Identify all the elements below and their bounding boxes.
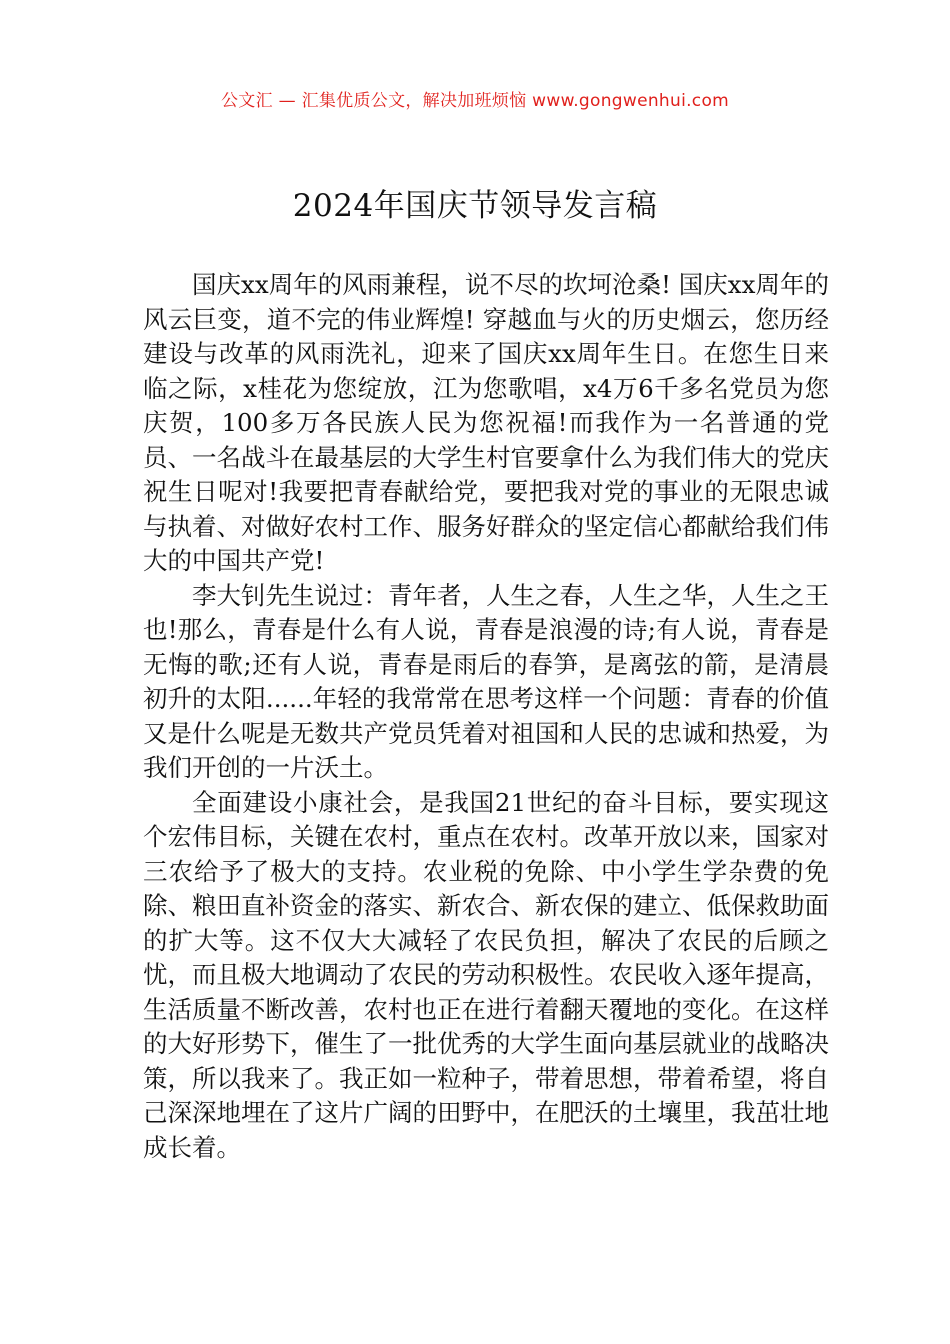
paragraph: 国庆xx周年的风雨兼程，说不尽的坎坷沧桑! 国庆xx周年的风云巨变，道不完的伟业辉煌! 穿越血与火的历史烟云，您历经建设与改革的风雨洗礼，迎来了国庆xx周年生日。在您生日来临之际，x桂花为您绽放，江为您歌唱，x4万6千多名党员为您庆贺，100多万各民族人民为您祝福!而我作为一名普通的党员、一名战斗在最基层的大学生村官要拿什么为我们伟大的党庆祝生日呢对!我要把青春献给党，要把我对党的事业的无限忠诚与执着、对做好农村工作、服务好群众的坚定信心都献给我们伟大的中国共产党!	[143, 270, 829, 575]
paragraph: 全面建设小康社会，是我国21世纪的奋斗目标，要实现这个宏伟目标，关键在农村，重点在农村。改革开放以来，国家对三农给予了极大的支持。农业税的免除、中小学生学杂费的免除、粮田直补资金的落实、新农合、新农保的建立、低保救助面的扩大等。这不仅大大减轻了农民负担，解决了农民的后顾之忧，而且极大地调动了农民的劳动积极性。农民收入逐年提高，生活质量不断改善，农村也正在进行着翻天覆地的变化。在这样的大好形势下，催生了一批优秀的大学生面向基层就业的战略决策，所以我来了。我正如一粒种子，带着思想，带着希望，将自己深深地埋在了这片广阔的田野中，在肥沃的土壤里，我茁壮地成长着。	[143, 787, 829, 1162]
document-body	[143, 268, 829, 1165]
page-title: 2024年国庆节领导发言稿	[292, 188, 658, 224]
site-banner: 公文汇 — 汇集优质公文，解决加班烦恼 www.gongwenhui.com	[220, 91, 730, 111]
paragraph: 李大钊先生说过：青年者，人生之春，人生之华，人生之王也!那么，青春是什么有人说，青春是浪漫的诗;有人说，青春是无悔的歌;还有人说，青春是雨后的春笋，是离弦的箭，是清晨初升的太阳......年轻的我常常在思考这样一个问题：青春的价值又是什么呢是无数共产党员凭着对祖国和人民的忠诚和热爱，为我们开创的一片沃土。	[143, 580, 829, 782]
